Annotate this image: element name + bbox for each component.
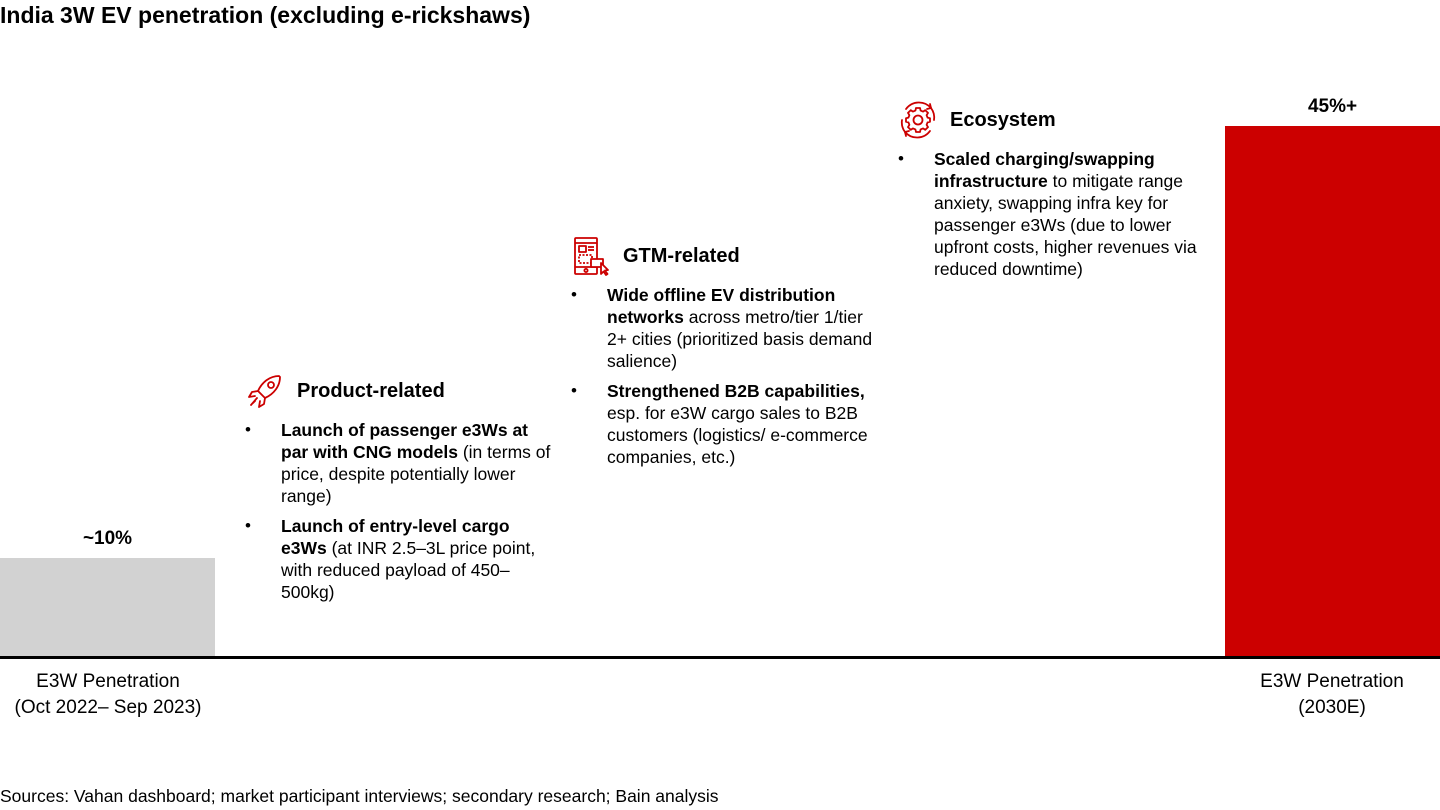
x-label-2030-line1: E3W Penetration (1260, 671, 1404, 692)
x-label-2023-line1: E3W Penetration (36, 671, 180, 692)
x-axis-baseline (0, 656, 1440, 659)
driver-ecosystem-bullets (898, 148, 1208, 280)
driver-product (245, 371, 555, 603)
driver-gtm (571, 236, 881, 468)
rocket-icon (245, 371, 285, 411)
bullet-item: • Wide offline EV distribution networks across metro/tier 1/tier 2+ cities (prioritized basis demand salience) (571, 284, 881, 372)
bar-2030 (1225, 126, 1440, 657)
mobile-storefront-icon (571, 236, 611, 276)
bar-value-label-2023: ~10% (82, 528, 133, 549)
driver-product-title: Product-related (297, 379, 445, 402)
driver-product-bullets (245, 419, 555, 603)
gear-cycle-icon (898, 100, 938, 140)
bullet-item: • Scaled charging/swapping infrastructure to mitigate range anxiety, swapping infra key for passenger e3Ws (due to lower upfront costs, higher revenues via reduced downtime) (898, 148, 1208, 280)
x-label-2030 (1217, 669, 1440, 721)
bar-value-label-2030: 45%+ (1307, 96, 1358, 117)
bullet-item: • Launch of passenger e3Ws at par with CNG models (in terms of price, despite potentially lower range) (245, 419, 555, 507)
driver-ecosystem-title: Ecosystem (950, 108, 1056, 131)
x-label-2030-line2: (2030E) (1298, 697, 1366, 718)
bullet-item: • Strengthened B2B capabilities, esp. for e3W cargo sales to B2B customers (logistics/ e-commerce companies, etc.) (571, 380, 881, 468)
x-label-2023-line2: (Oct 2022– Sep 2023) (14, 697, 202, 718)
x-label-2023 (0, 669, 223, 721)
bar-2023 (0, 558, 215, 657)
sources-footnote: Sources: Vahan dashboard; market participant interviews; secondary research; Bain analysis (0, 786, 719, 806)
chart-title: India 3W EV penetration (excluding e-rickshaws) (0, 2, 531, 28)
bullet-item: • Launch of entry-level cargo e3Ws (at INR 2.5–3L price point, with reduced payload of 450–500kg) (245, 515, 555, 603)
driver-gtm-bullets (571, 284, 881, 468)
driver-ecosystem (898, 100, 1208, 280)
driver-gtm-title: GTM-related (623, 244, 740, 267)
